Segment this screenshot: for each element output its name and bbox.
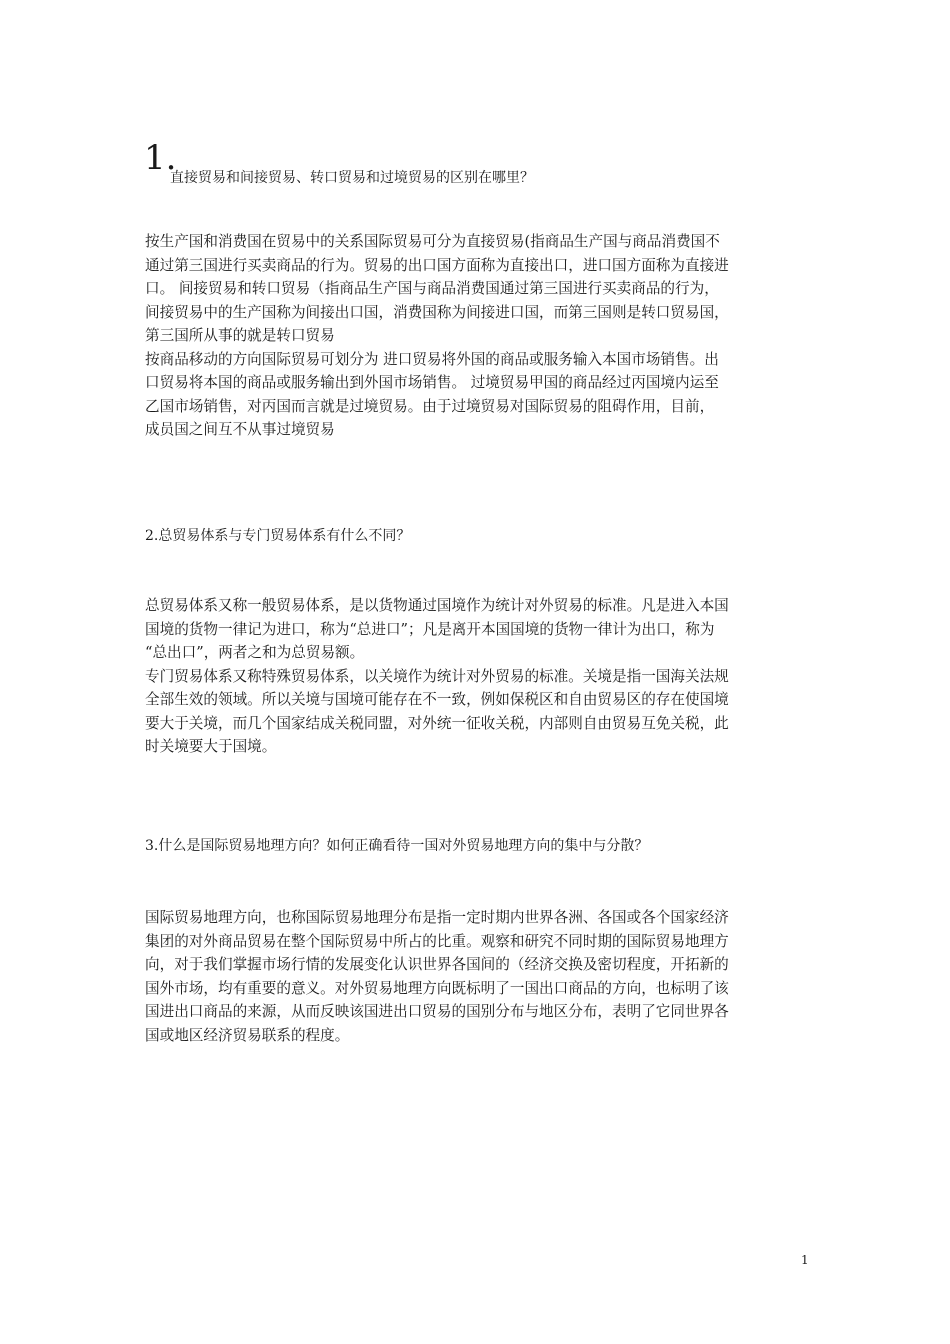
q2-answer-line: 总贸易体系又称一般贸易体系，是以货物通过国境作为统计对外贸易的标准。凡是进入本国	[145, 597, 729, 614]
q1-answer-line: 口。 间接贸易和转口贸易（指商品生产国与商品消费国通过第三国进行买卖商品的行为，	[145, 280, 719, 297]
q1-title: 直接贸易和间接贸易、转口贸易和过境贸易的区别在哪里？	[170, 170, 534, 186]
q1-answer-line: 按商品移动的方向国际贸易可划分为 进口贸易将外国的商品或服务输入本国市场销售。出	[145, 350, 719, 368]
q2-answer-line: “总出口”，两者之和为总贸易额。	[145, 644, 365, 661]
q1-answer-line: 第三国所从事的就是转口贸易	[145, 327, 335, 344]
q2-title: 2.总贸易体系与专门贸易体系有什么不同？	[145, 528, 411, 544]
q1-answer-line: 成员国之间互不从事过境贸易	[145, 421, 335, 438]
q3-title: 3.什么是国际贸易地理方向？如何正确看待一国对外贸易地理方向的集中与分散？	[145, 838, 649, 854]
q1-answer	[145, 230, 810, 442]
q1-answer-line: 通过第三国进行买卖商品的行为。贸易的出口国方面称为直接出口，进口国方面称为直接进	[145, 256, 729, 274]
page-number: 1	[801, 1253, 809, 1267]
q3-answer-line: 集团的对外商品贸易在整个国际贸易中所占的比重。观察和研究不同时期的国际贸易地理方	[145, 932, 729, 950]
q3-answer-line: 国或地区经济贸易联系的程度。	[145, 1026, 350, 1044]
q1-number: 1.	[144, 138, 177, 178]
q2-answer-line: 全部生效的领域。所以关境与国境可能存在不一致，例如保税区和自由贸易区的存在使国境	[145, 691, 729, 708]
q1-answer-line: 间接贸易中的生产国称为间接出口国，消费国称为间接进口国，而第三国则是转口贸易国，	[145, 303, 729, 321]
q2-answer-line: 国境的货物一律记为进口，称为“总进口”；凡是离开本国国境的货物一律计为出口，称为	[145, 620, 715, 638]
q2-answer-line: 专门贸易体系又称特殊贸易体系，以关境作为统计对外贸易的标准。关境是指一国海关法规	[145, 667, 729, 685]
q1-answer-line: 口贸易将本国的商品或服务输出到外国市场销售。 过境贸易甲国的商品经过丙国境内运至	[145, 374, 719, 391]
q2-answer	[145, 594, 810, 759]
q1-answer-line: 乙国市场销售，对丙国而言就是过境贸易。由于过境贸易对国际贸易的阻碍作用，目前，	[145, 397, 715, 415]
q3-answer	[145, 906, 810, 1047]
q3-answer-line: 国际贸易地理方向，也称国际贸易地理分布是指一定时期内世界各洲、各国或各个国家经济	[145, 909, 729, 926]
q3-answer-line: 向，对于我们掌握市场行情的发展变化认识世界各国间的（经济交换及密切程度，开拓新的	[145, 956, 729, 973]
q1-answer-line: 按生产国和消费国在贸易中的关系国际贸易可分为直接贸易(指商品生产国与商品消费国不	[145, 233, 720, 250]
q2-answer-line: 要大于关境，而几个国家结成关税同盟，对外统一征收关税，内部则自由贸易互免关税，此	[145, 714, 729, 732]
q3-answer-line: 国进出口商品的来源，从而反映该国进出口贸易的国别分布与地区分布，表明了它同世界各	[145, 1003, 729, 1020]
q3-answer-line: 国外市场，均有重要的意义。对外贸易地理方向既标明了一国出口商品的方向，也标明了该	[145, 979, 729, 997]
q2-answer-line: 时关境要大于国境。	[145, 738, 277, 755]
